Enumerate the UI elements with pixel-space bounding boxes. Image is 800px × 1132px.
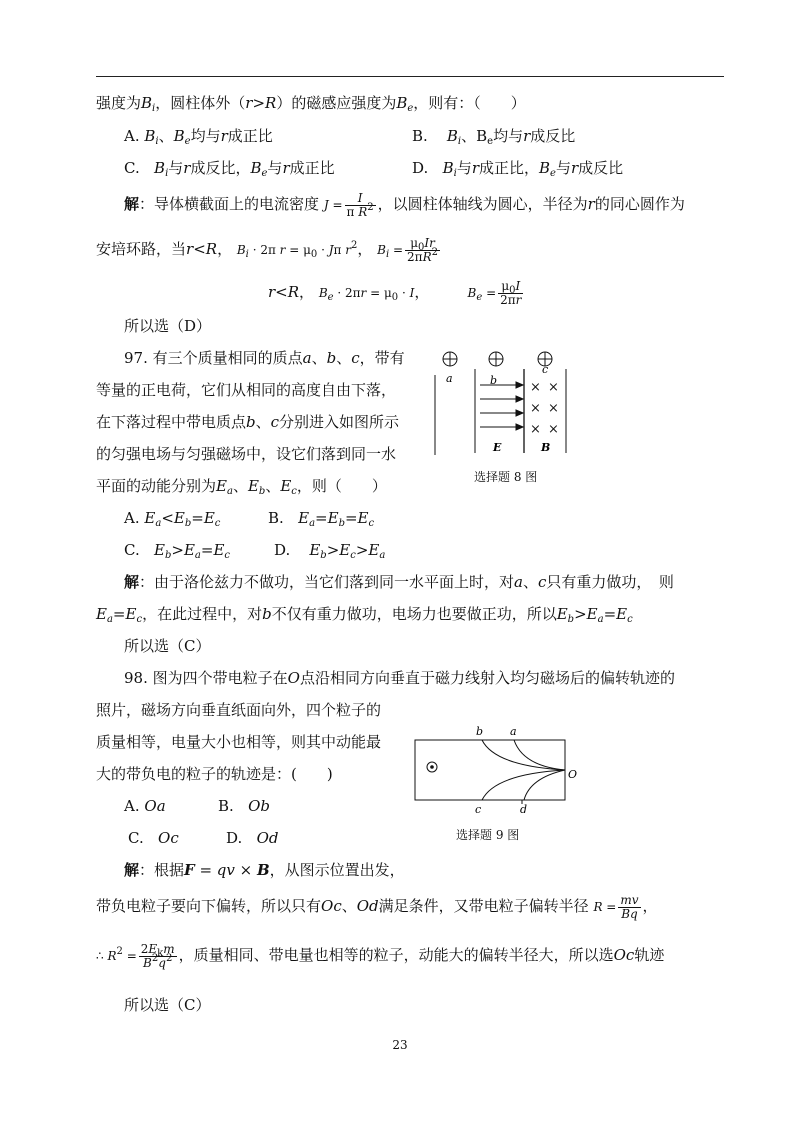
- q97-stem-line4: 的匀强电场与匀强磁场中，设它们落到同一水: [96, 445, 397, 463]
- q97-option-b: B. $E_a=E_b=E_c$: [268, 509, 375, 529]
- q97-stem-line5: 平面的动能分别为$E_a$、$E_b$、$E_c$，则（ ）: [96, 477, 387, 497]
- q96-option-c: C. $B_i$与r成反比，$B_e$与r成正比: [124, 159, 335, 179]
- q98-stem-line3: 质量相等，电量大小也相等，则其中动能最: [96, 733, 382, 751]
- label-E: E: [493, 441, 502, 454]
- q98-option-c: C. Oc: [128, 829, 179, 847]
- particle-trajectories: [482, 740, 565, 800]
- q97-stem-line3: 在下落过程中带电质点b、c分别进入如图所示: [96, 413, 400, 431]
- q96-solution-line2: 安培环路，当r<R， $B_i \cdot 2\pi$ $r = \mu_0 \cdot J\pi$ $r^2$， $B_i$ = $\frac{\mu_0Ir}{2\pi R^2}$: [96, 235, 438, 264]
- radius-fraction: $\frac{mv}{Bq}$: [620, 892, 639, 921]
- particle-a-icon: [443, 352, 457, 366]
- electric-field-arrows: [480, 382, 523, 430]
- q97-stem-line2: 等量的正电荷，它们从相同的高度自由下落，: [96, 381, 397, 399]
- svg-text:×: ×: [530, 401, 541, 416]
- label-c: c: [475, 803, 482, 816]
- q97-solution-line1: 解：由于洛伦兹力不做功，当它们落到同一水平面上时，对a、c只有重力做功， 则: [124, 573, 674, 591]
- q96-answer: 所以选（D）: [124, 317, 212, 335]
- q97-solution-line2: $E_a=E_c$，在此过程中，对b不仅有重力做功，电场力也要做正功，所以$E_b>E_a=E_c$: [96, 605, 633, 625]
- q98-answer: 所以选（C）: [124, 996, 211, 1014]
- label-B: B: [541, 441, 551, 454]
- svg-text:×: ×: [548, 422, 559, 437]
- magnetic-field-crosses: [530, 380, 559, 437]
- q98-stem-line4: 大的带负电的粒子的轨迹是：( ): [96, 765, 333, 783]
- q97-figure-caption: 选择题 8 图: [474, 470, 538, 484]
- label-O: O: [568, 768, 578, 781]
- label-b: b: [476, 725, 484, 738]
- label-d: d: [520, 803, 528, 816]
- q96-solution-line1: 解：导体横截面上的电流密度 J = $\frac{I}{\pi R^2}$ ，以圆柱体轴线为圆心，半径为r的同心圆作为: [124, 190, 685, 219]
- field-out-of-page-icon: [427, 762, 437, 772]
- svg-text:×: ×: [530, 422, 541, 437]
- q97-answer: 所以选（C）: [124, 637, 211, 655]
- label-b: b: [490, 374, 498, 387]
- q98-option-a: A. Oa: [124, 797, 166, 815]
- q98-solution-line3: ∴ $R^2$ = $\frac{2E_km}{B^2q^2}$ ，质量相同、带电量也相等的粒子，动能大的偏转半径大，所以选Oc轨迹: [96, 941, 665, 970]
- q97-option-c: C. $E_b>E_a=E_c$: [124, 541, 231, 561]
- q96-option-d: D. $B_i$与r成正比，$B_e$与r成反比: [412, 159, 624, 179]
- label-a: a: [446, 372, 453, 385]
- q97-figure: [430, 345, 580, 457]
- label-c: c: [542, 363, 549, 376]
- q97-option-d: D. $E_b>E_c>E_a$: [274, 541, 386, 561]
- q97-stem-line1: 97. 有三个质量相同的质点a、b、c，带有: [124, 349, 405, 367]
- be-fraction: $\frac{\mu_0I}{2\pi r}$: [500, 278, 522, 307]
- particle-b-icon: [489, 352, 503, 366]
- q98-option-d: D. Od: [226, 829, 279, 847]
- page-number: 23: [392, 1038, 408, 1052]
- current-density-fraction: $\frac{I}{\pi R^2}$: [346, 190, 374, 219]
- q98-option-b: B. Ob: [218, 797, 271, 815]
- q98-solution-line1: 解：根据F = qv × B，从图示位置出发，: [124, 861, 405, 879]
- svg-text:×: ×: [548, 380, 559, 395]
- q98-stem-line1: 98. 图为四个带电粒子在O点沿相同方向垂直于磁力线射入均匀磁场后的偏转轨迹的: [124, 669, 675, 687]
- q96-solution-line3: r<R， $B_e \cdot 2\pi r = \mu_0 \cdot I$， $B_e$ = $\frac{\mu_0I}{2\pi r}$: [268, 278, 522, 307]
- q96-stem-continuation: 强度为$B_i$，圆柱体外（r>R）的磁感应强度为$B_e$，则有：（ ）: [96, 94, 526, 114]
- q97-option-a: A. $E_a<E_b=E_c$: [124, 509, 221, 529]
- q98-solution-line2: 带负电粒子要向下偏转，所以只有Oc、Od满足条件，又带电粒子偏转半径 R = $\frac{mv}{Bq}$ ，: [96, 892, 658, 921]
- header-rule: [96, 76, 724, 77]
- svg-text:×: ×: [548, 401, 559, 416]
- label-a: a: [510, 725, 517, 738]
- q98-figure: [410, 722, 610, 818]
- bi-fraction: $\frac{\mu_0Ir}{2\pi R^2}$: [407, 235, 438, 264]
- svg-text:×: ×: [530, 380, 541, 395]
- q96-option-b: B. $B_i$、$B_e$均与r成反比: [412, 127, 576, 147]
- q98-figure-caption: 选择题 9 图: [456, 828, 520, 842]
- q98-stem-line2: 照片，磁场方向垂直纸面向外，四个粒子的: [96, 701, 382, 719]
- radius-squared-fraction: $\frac{2E_km}{B^2q^2}$: [140, 941, 175, 970]
- q96-option-a: A. $B_i$、$B_e$均与r成正比: [124, 127, 273, 147]
